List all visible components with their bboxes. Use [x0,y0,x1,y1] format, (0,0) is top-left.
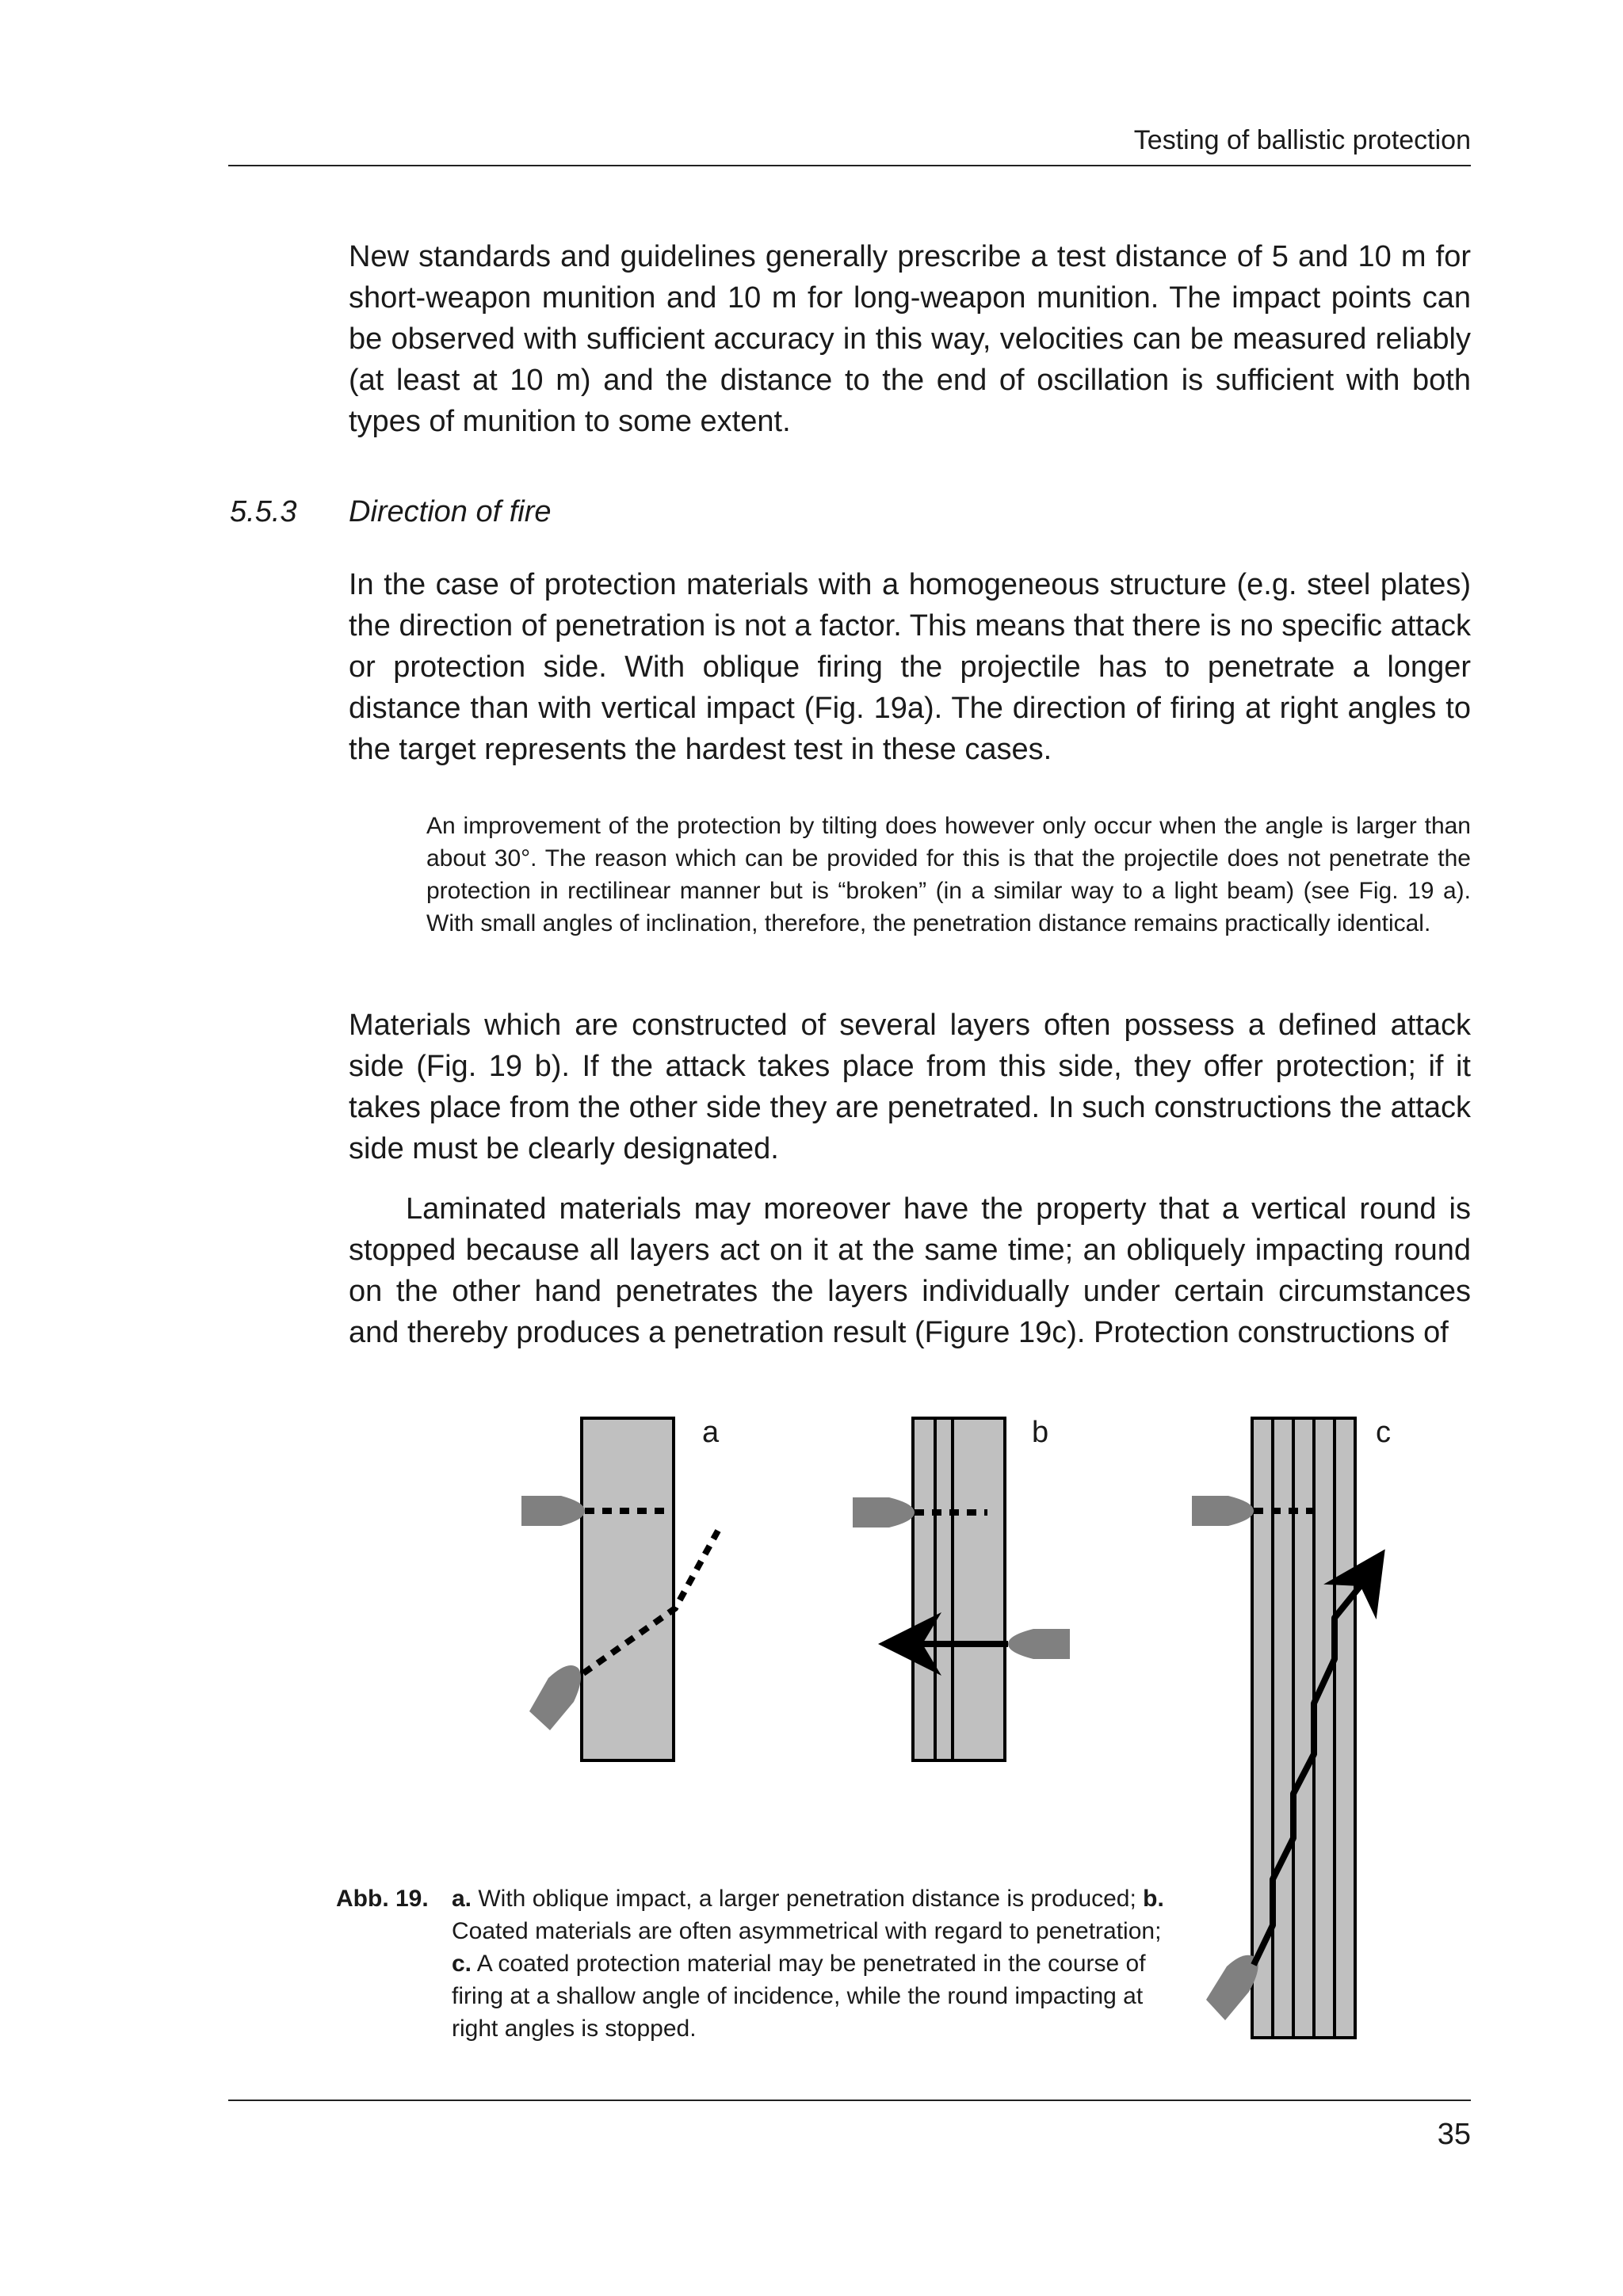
panel-a [521,1418,718,1760]
projectile-a-perpendicular [521,1496,585,1526]
section-title: Direction of fire [349,495,552,528]
caption-label-c: c. [452,1951,472,1977]
running-header: Testing of ballistic protection [1133,125,1471,155]
caption-label-b: b. [1143,1886,1164,1912]
projectile-c-perpendicular [1192,1496,1254,1526]
section-number: 5.5.3 [230,495,297,528]
projectile-b-right [1008,1629,1070,1659]
note-paragraph: An improvement of the protection by tilting does however only occur when the angle is larger than about 30°. The reason which can be provided for this is that the projectile does not penetrate the protection in rectilinear manner but is “broken” (in a similar way to a light beam) (see Fig. 19 a). With small angles of inclination, therefore, the penetration distance remains practically identical. [426,813,1471,936]
plate-b [913,1418,1005,1760]
panel-label-b: b [1032,1416,1049,1449]
projectile-c-oblique [1206,1955,1258,2020]
path-c-arrow [1361,1570,1371,1585]
caption-number: Abb. 19. [336,1886,429,1912]
caption-text-c: A coated protection material may be penetrated in the course of firing at a shallow angle of incidence, while the round impacting at right angles is stopped. [452,1951,1146,2042]
page-number: 35 [1437,2118,1471,2151]
footer-rule [228,2100,1471,2101]
panel-label-a: a [702,1416,720,1449]
paragraph-text: Laminated materials may moreover have the property that a vertical round is stopped because all layers act on it at the same time; an obliquely impacting round on the other hand penetrates the layers individually under certain circumstances and thereby produces a penetration result (Figure 19c). Protection constructions of [349,1192,1471,1349]
projectile-b-left [853,1497,915,1527]
caption-label-a: a. [452,1886,472,1912]
caption-text [452,1882,1165,2045]
projectile-a-oblique [529,1665,581,1730]
paragraph-text: New standards and guidelines generally prescribe a test distance of 5 and 10 m for short-weapon munition and 10 m for long-weapon munition. The impact points can be observed with sufficient accuracy in this way, velocities can be measured reliably (at least at 10 m) and the distance to the end of oscillation is sufficient with both types of munition to some extent. [349,240,1471,438]
paragraph-text: Materials which are constructed of several layers often possess a defined attack side (Fig. 19 b). If the attack takes place from this side, they offer protection; if it takes place from the other side they are penetrated. In such constructions the attack side must be clearly designated. [349,1009,1471,1165]
panel-label-c: c [1376,1416,1391,1449]
caption-text-b: Coated materials are often asymmetrical with regard to penetration; [452,1918,1162,1944]
plate-c [1252,1418,1355,2038]
panel-b [853,1418,1070,1760]
panel-c [1192,1418,1371,2038]
plate-a [582,1418,674,1760]
caption-text-a: With oblique impact, a larger penetration distance is produced; [472,1886,1144,1912]
paragraph-text: In the case of protection materials with a homogeneous structure (e.g. steel plates) the direction of penetration is not a factor. This means that there is no specific attack or protection side. With oblique firing the projectile has to penetrate a longer distance than with vertical impact (Fig. 19a). The direction of firing at right angles to the target represents the hardest test in these cases. [349,568,1471,766]
